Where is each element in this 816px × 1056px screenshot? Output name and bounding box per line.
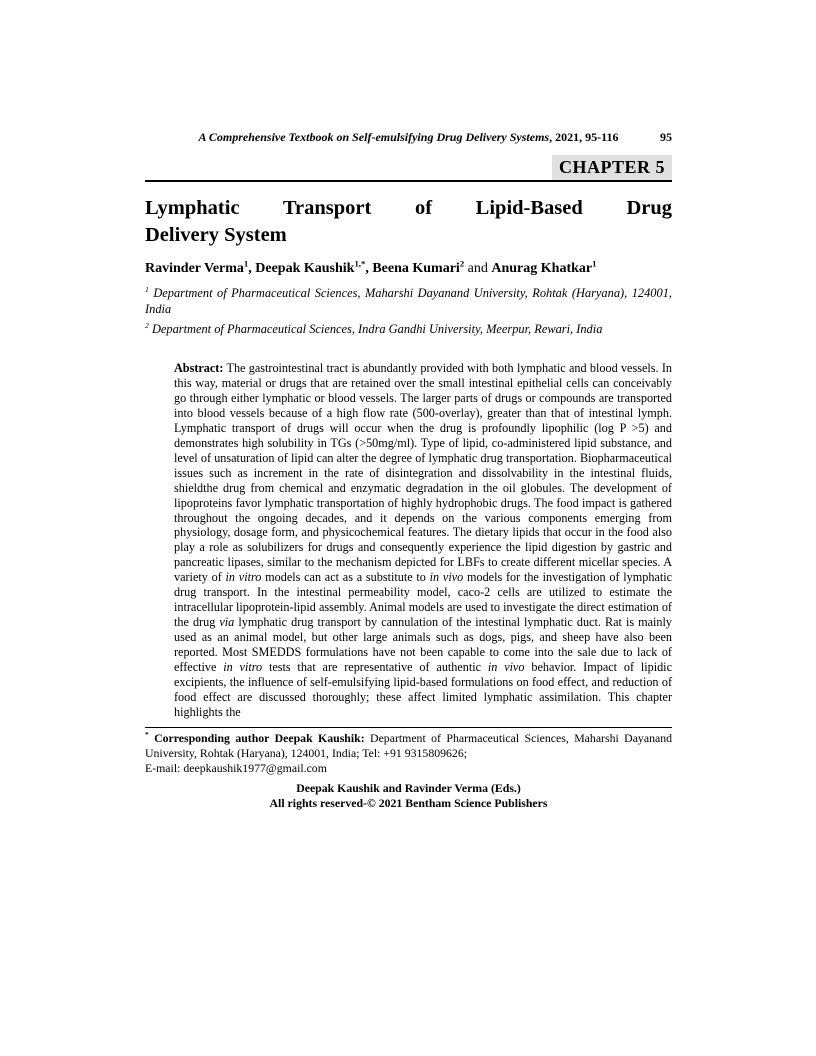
corresponding-author-footnote (145, 728, 672, 777)
page-number: 95 (660, 130, 672, 144)
affiliation-1-marker: 1 (145, 284, 149, 294)
running-header (145, 130, 672, 145)
chapter-title-line-2: Delivery System (145, 224, 287, 246)
footnote-text: * Corresponding author Deepak Kaushik: Department of Pharmaceutical Sciences, Maharshi Dayanand University, Rohtak (Haryana), 124001, India; Tel: +91 9315809626; (145, 729, 672, 761)
footer-rights-line: All rights reserved-© 2021 Bentham Science Publishers (269, 795, 548, 810)
running-title: A Comprehensive Textbook on Self-emulsifying Drug Delivery Systems, 2021, 95-116 (198, 130, 619, 144)
footer-editors-line: Deepak Kaushik and Ravinder Verma (Eds.) (296, 781, 521, 796)
page-footer (145, 781, 672, 810)
chapter-title (145, 195, 672, 249)
chapter-label: CHAPTER 5 (552, 155, 672, 180)
chapter-banner-row (145, 155, 672, 182)
abstract-paragraph: Abstract: The gastrointestinal tract is abundantly provided with both lymphatic and blood vessels. In this way, material or drugs that are retained over the small intestinal epithelial cells can conceivably go through either lymphatic or blood vessels. The larger parts of drugs or compounds are transported into blood vessels because of a high flow rate (500-overlay), greater than that of intestinal lymph. Lymphatic transport of drugs will occur when the drug is profoundly lipophilic (log P >5) and demonstrates high solubility in TGs (>50mg/ml). Type of lipid, co-administered lipid substance, and level of unsaturation of lipid can alter the degree of lymphatic drug transportation. Biopharmaceutical issues such as increment in the rate of disintegration and dissolvability in the intestinal fluids, shieldthe drug from chemical and enzymatic degradation in the oil globules. The development of lipoproteins favor lymphatic transportation of highly hydrophobic drugs. The food impact is gathered throughout the ongoing decades, and it depends on the various components emerging from physiology, dosage form, and physicochemical features. The dietary lipids that occur in the food also play a role as solubilizers for drugs and consequently experience the lipid digestion by gastric and pancreatic lipases, similar to the mechanism depicted for LBFs to create different micellar species. A variety of in vitro models can act as a substitute to in vivo models for the investigation of lymphatic drug transport. In the intestinal permeability model, caco-2 cells are utilized to estimate the intracellular lipoprotein-lipid assembly. Animal models are used to investigate the direct estimation of the drug via lymphatic drug transport by cannulation of the intestinal lymphatic duct. Rat is mainly used as an animal model, but other large animals such as dogs, pigs, and sheep have also been reported. Most SMEDDS formulations have not been capable to come into the sale due to lack of effective in vitro tests that are representative of authentic in vivo behavior. Impact of lipidic excipients, the influence of self-emulsifying lipid-based formulations on food effect, and reduction of food effect are discussed thoroughly; these affect limited lymphatic assimilation. This chapter highlights the (174, 361, 673, 719)
affiliation-2-text: Department of Pharmaceutical Sciences, Indra Gandhi University, Meerpur, Rewari, India (148, 322, 603, 336)
authors-line: Ravinder Verma$^1$, Deepak Kaushik$^{1,*}$, Beena Kumari$^2$ and Anurag Khatkar$^1$ (145, 258, 597, 276)
affiliations (145, 285, 672, 337)
chapter-title-line-1: Lymphatic Transport of Lipid-Based Drug (145, 197, 672, 219)
affiliation-1-text: Department of Pharmaceutical Sciences, Maharshi Dayanand University, Rohtak (Haryana), 124001, India (145, 286, 672, 316)
footnote-email: E-mail: deepkaushik1977@gmail.com (145, 761, 327, 776)
affiliation-2-marker: 2 (145, 320, 149, 330)
affiliation-2 (145, 321, 672, 337)
affiliation-1 (145, 285, 672, 317)
